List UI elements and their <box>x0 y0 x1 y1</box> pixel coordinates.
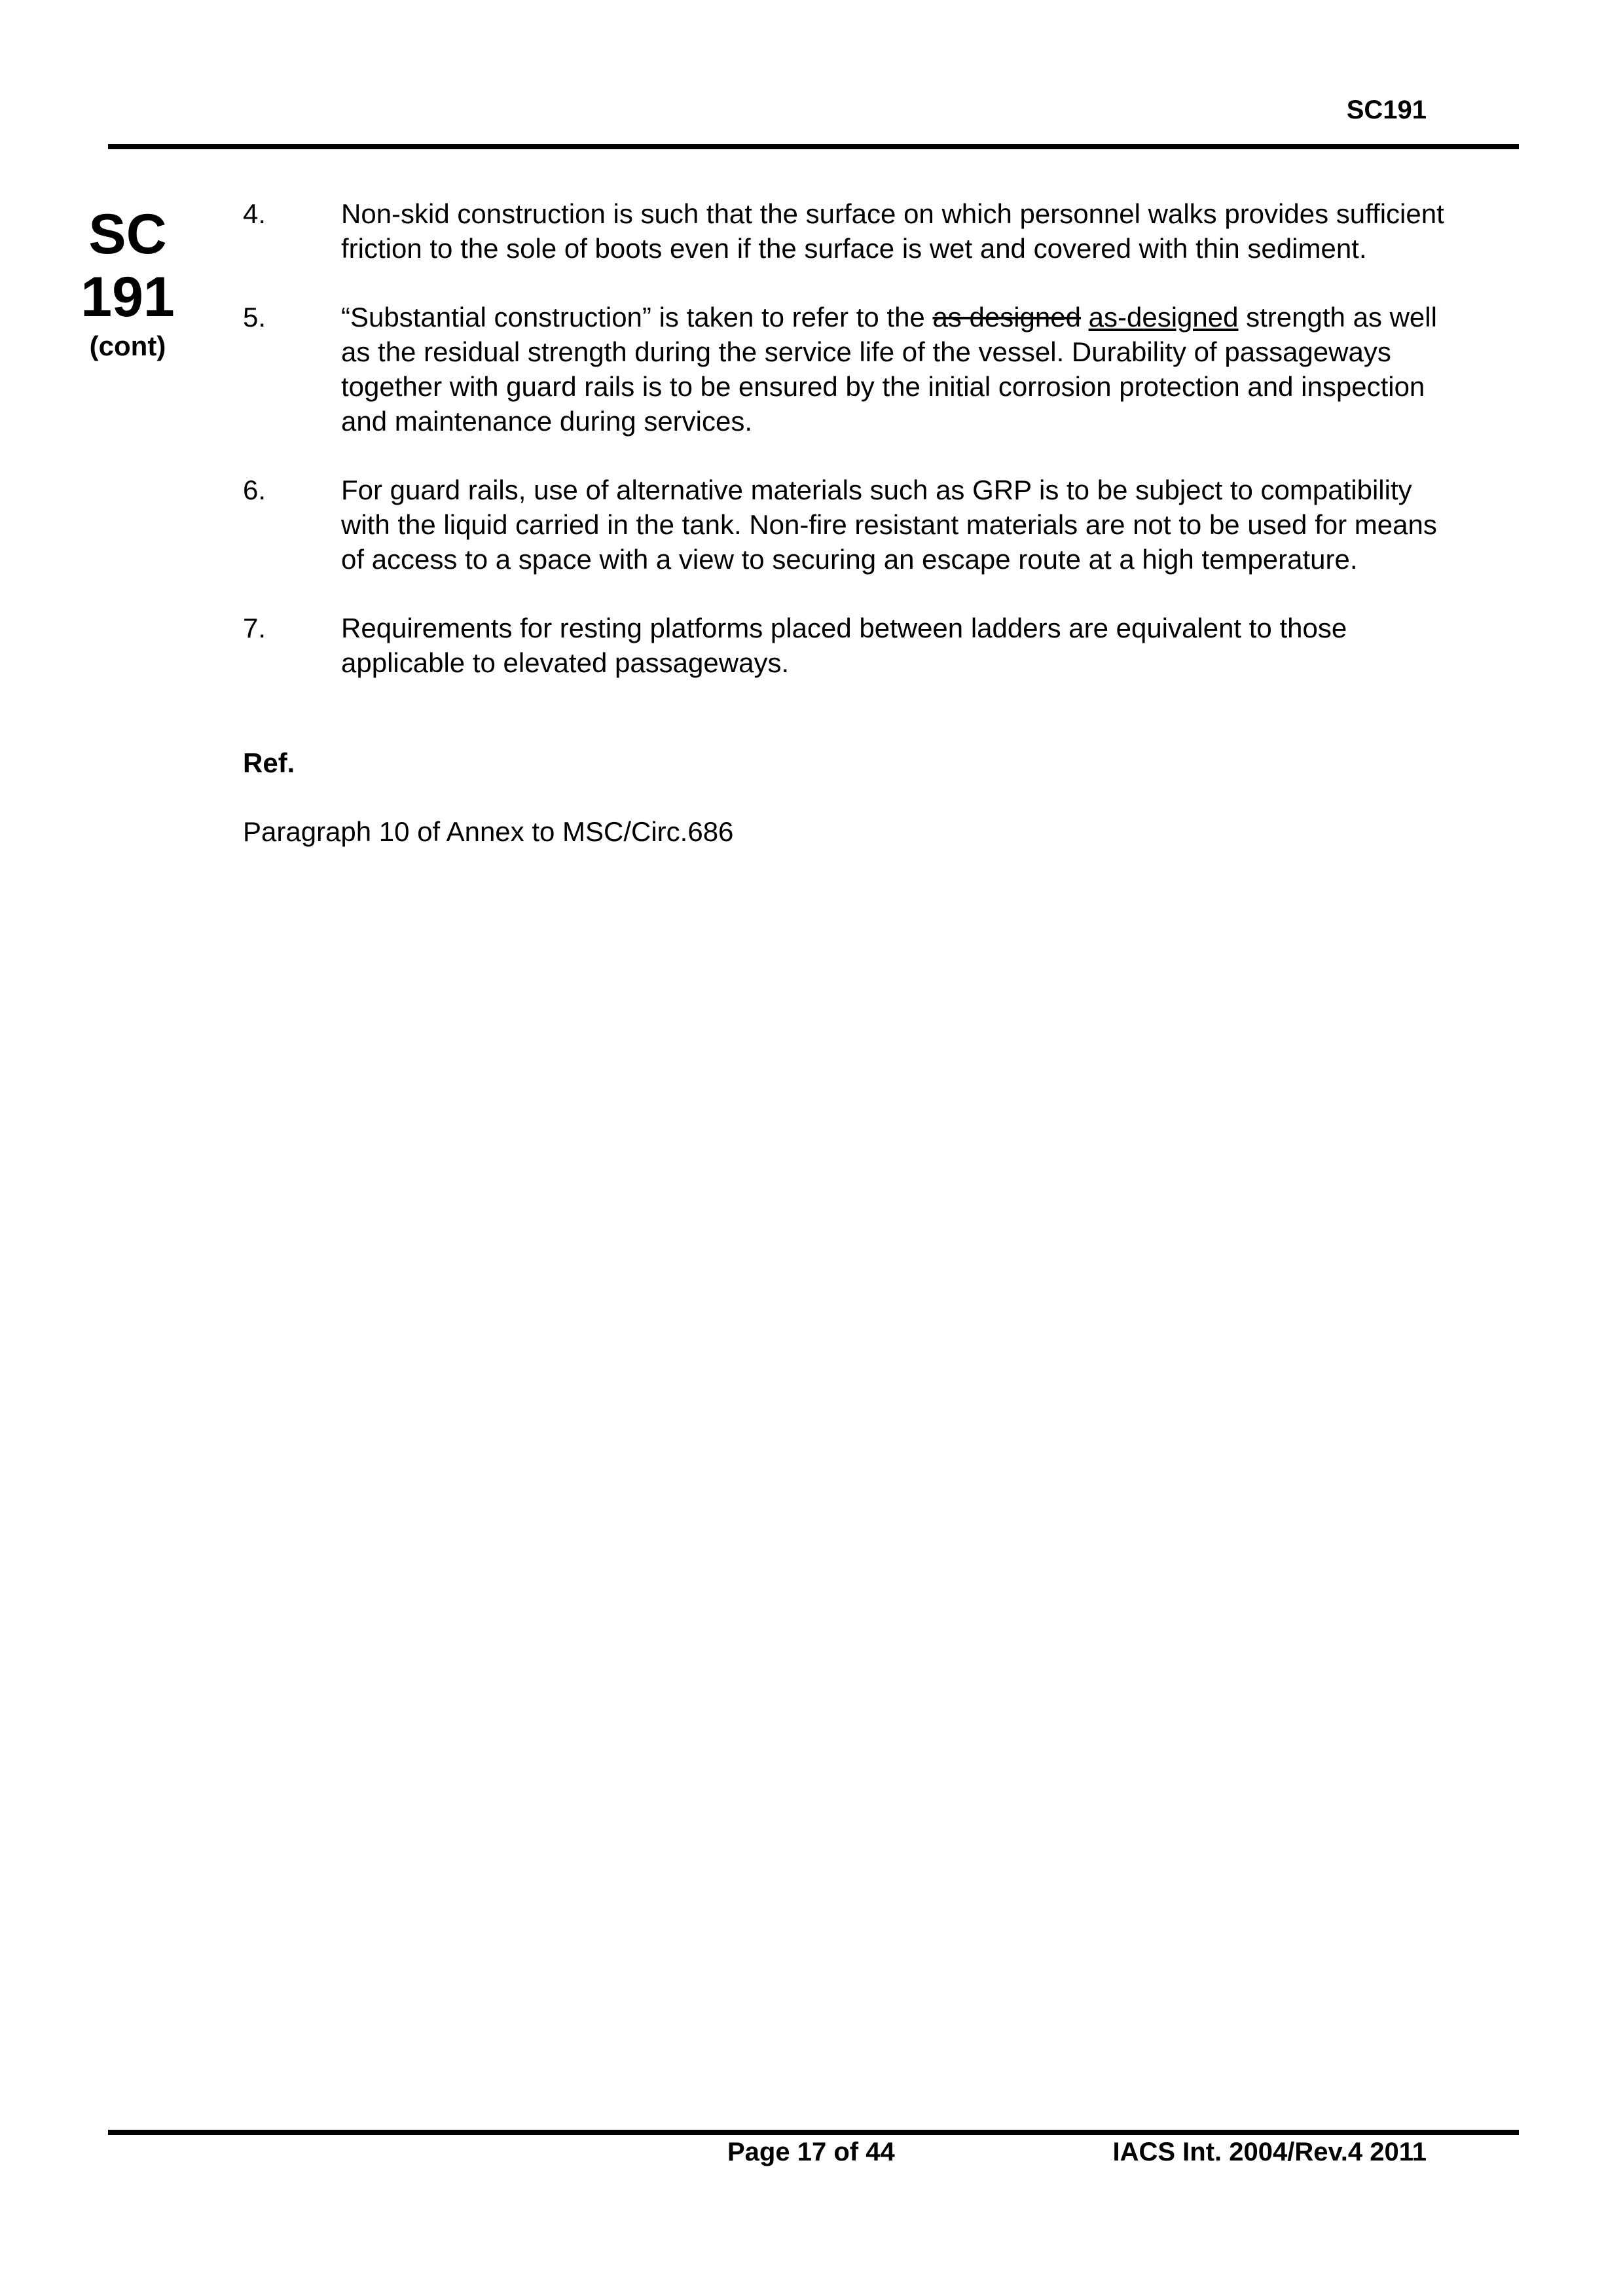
document-id-header: SC191 <box>1346 96 1427 124</box>
reference-text: Paragraph 10 of Annex to MSC/Circ.686 <box>243 816 734 847</box>
footer-rule <box>108 2130 1519 2135</box>
item-number: 7. <box>243 613 266 643</box>
item-number: 6. <box>243 475 266 505</box>
header-rule <box>108 144 1519 149</box>
item-text-before: “Substantial construction” is taken to refer to the <box>341 302 933 332</box>
page-number: Page 17 of 44 <box>727 2138 895 2166</box>
item-text-between <box>1081 302 1089 332</box>
document-body <box>243 196 1461 849</box>
reference-heading: Ref. <box>243 747 295 778</box>
margin-label-line2: 191 <box>81 266 175 329</box>
list-item-4 <box>243 196 1461 266</box>
list-item-6 <box>243 473 1461 577</box>
item-text: Requirements for resting platforms placed between ladders are equivalent to those applicable to elevated passageways. <box>341 613 1347 678</box>
margin-label-line3: (cont) <box>89 331 166 361</box>
deleted-text: as designed <box>932 302 1081 332</box>
item-text: For guard rails, use of alternative materials such as GRP is to be subject to compatibility with the liquid carried in the tank. Non-fire resistant materials are not to be used for means of access to a space with a view to securing an escape route at a high temperature. <box>341 475 1437 575</box>
item-text-after: strength as well as the residual strength during the service life of the vessel. Durability of passageways together with guard rails is to be ensured by the initial corrosion protection and inspection and maintenance during services. <box>341 302 1437 437</box>
margin-label-line1: SC <box>88 203 167 266</box>
item-number: 4. <box>243 198 266 229</box>
margin-label <box>79 203 177 364</box>
item-text: Non-skid construction is such that the surface on which personnel walks provides sufficient friction to the sole of boots even if the surface is wet and covered with thin sediment. <box>341 198 1444 264</box>
item-text <box>341 300 1461 439</box>
inserted-text: as-designed <box>1088 302 1239 332</box>
item-number: 5. <box>243 302 266 332</box>
list-item-5 <box>243 300 1461 439</box>
document-reference: IACS Int. 2004/Rev.4 2011 <box>1112 2138 1427 2166</box>
list-item-7 <box>243 611 1461 680</box>
